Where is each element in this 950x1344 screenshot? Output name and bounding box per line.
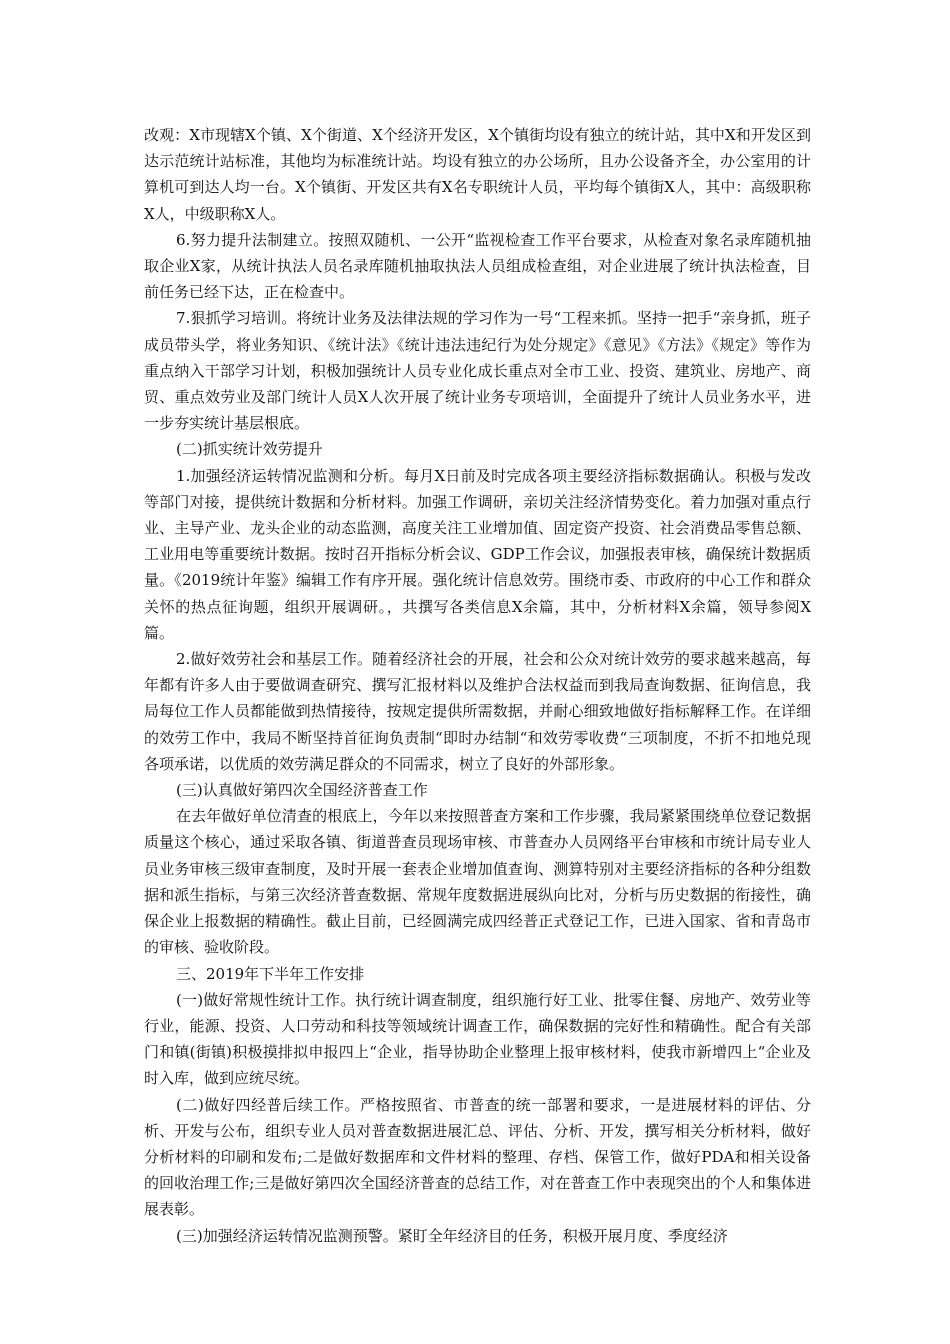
section-heading-census: (三)认真做好第四次全国经济普查工作 — [176, 781, 428, 800]
paragraph-economic-monitoring: 1.加强经济运转情况监测和分析。每月X日前及时完成各项主要经济指标数据确认。积极与发改等部门对接，提供统计数据和分析材料。加强工作调研，亲切关注经济情势变化。着力加强对重点行业、主导产业、龙头企业的动态监测，高度关注工业增加值、固定资产投资、社会消费品零售总额、工业用电等重要统计数据。按时召开指标分析会议、GDP工作会议，加强报表审核，确保统计数据质量。《2019统计年鉴》编辑工作有序开展。强化统计信息效劳。围绕市委、市政府的中心工作和群众关怀的热点征询题，组织开展调研。，共撰写各类信息X余篇，其中，分析材料X余篇，领导参阅X篇。 — [144, 466, 811, 642]
paragraph-census-followup: (二)做好四经普后续工作。严格按照省、市普查的统一部署和要求，一是进展材料的评估、分析、开发与公布，组织专业人员对普查数据进展汇总、评估、分析、开发，撰写相关分析材料，做好分析材料的印刷和发布;二是做好数据库和文件材料的整理、存档、保管工作，做好PDA和相关设备的回收治理工作;三是做好第四次全国经济普查的总结工作，对在普查工作中表现突出的个人和集体进展表彰。 — [144, 1095, 811, 1219]
paragraph-census: 在去年做好单位清查的根底上，今年以来按照普查方案和工作步骤，我局紧紧围绕单位登记数据质量这个核心，通过采取各镇、街道普查员现场审核、市普查办人员网络平台审核和市统计局专业人员业务审核三级审查制度，及时开展一套表企业增加值查询、测算特别对主要经济指标的各种分组数据和派生指标，与第三次经济普查数据、常规年度数据进展纵向比对，分析与历史数据的衔接性，确保企业上报数据的精确性。截止目前，已经圆满完成四经普正式登记工作，已进入国家、省和青岛市的审核、验收阶段。 — [144, 807, 811, 957]
section-heading-service: (二)抓实统计效劳提升 — [176, 440, 323, 459]
paragraph-legal-construction: 6.努力提升法制建立。按照双随机、一公开“监视检查工作平台要求，从检查对象名录库随机抽取企业X家，从统计执法人员名录库随机抽取执法人员组成检查组，对企业进展了统计执法检查，目前任务已经下达，正在检查中。 — [144, 230, 811, 302]
paragraph-public-service: 2.做好效劳社会和基层工作。随着经济社会的开展，社会和公众对统计效劳的要求越来越高，每年都有许多人由于要做调查研究、撰写汇报材料以及维护合法权益而到我局查询数据、征询信息，我局每位工作人员都能做到热情接待，按规定提供所需数据，并耐心细致地做好指标解释工作。在详细的效劳工作中，我局不断坚持首征询负责制“即时办结制“和效劳零收费“三项制度，不折不扣地兑现各项承诺，以优质的效劳满足群众的不同需求，树立了良好的外部形象。 — [144, 650, 811, 773]
paragraph-monitoring-warning: (三)加强经济运转情况监测预警。紧盯全年经济目的任务，积极开展月度、季度经济 — [176, 1226, 728, 1245]
section-heading-plan: 三、2019年下半年工作安排 — [176, 964, 365, 983]
paragraph-staffing: 改观：X市现辖X个镇、X个街道、X个经济开发区，X个镇街均设有独立的统计站，其中X和开发区到达示范统计站标准，其他均为标准统计站。均设有独立的办公场所，且办公设备齐全，办公室用的计算机可到达人均一台。X个镇街、开发区共有X名专职统计人员，平均每个镇街X人，其中：高级职称X人，中级职称X人。 — [144, 126, 811, 223]
paragraph-training: 7.狠抓学习培训。将统计业务及法律法规的学习作为一号“工程来抓。坚持一把手“亲身抓，班子成员带头学，将业务知识、《统计法》《统计违法违纪行为处分规定》《意见》《方法》《规定》等作为重点纳入干部学习计划，积极加强统计人员专业化成长重点对全市工业、投资、建筑业、房地产、商贸、重点效劳业及部门统计人员X人次开展了统计业务专项培训，全面提升了统计人员业务水平，进一步夯实统计基层根底。 — [144, 309, 811, 433]
paragraph-routine-work: (一)做好常规性统计工作。执行统计调查制度，组织施行好工业、批零住餐、房地产、效劳业等行业，能源、投资、人口劳动和科技等领域统计调查工作，确保数据的完好性和精确性。配合有关部门和镇(街镇)积极摸排拟申报四上“企业，指导协助企业整理上报审核材料，使我市新增四上“企业及时入库，做到应统尽统。 — [144, 990, 811, 1088]
document-body — [144, 122, 811, 1249]
